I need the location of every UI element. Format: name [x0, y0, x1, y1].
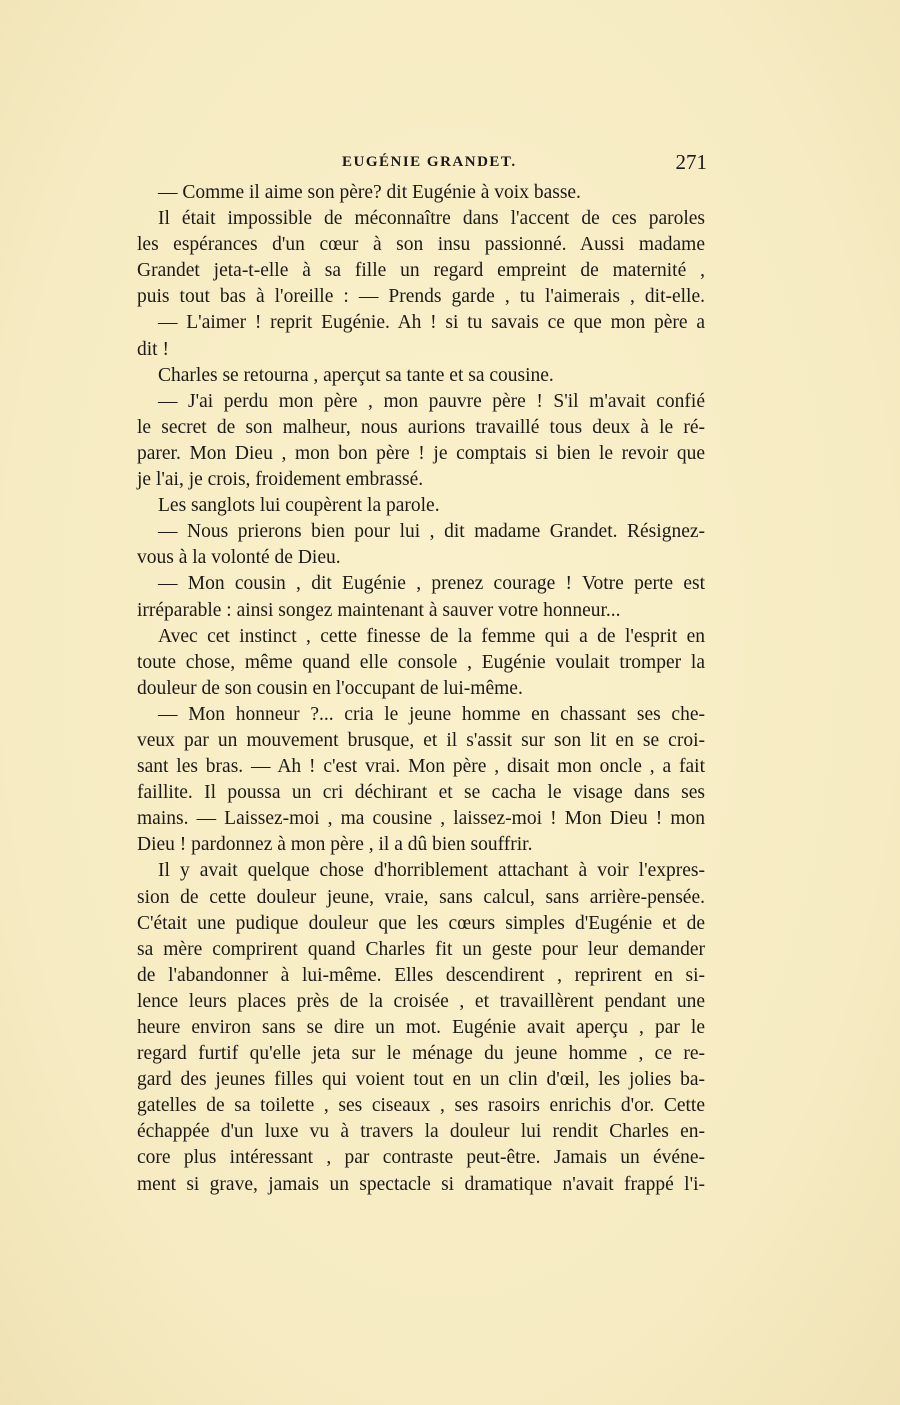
text-line [137, 571, 705, 597]
text-line [137, 858, 705, 884]
text-line [137, 1145, 705, 1171]
text-line [137, 963, 705, 989]
text-line [137, 885, 705, 911]
text-line-content: — Mon cousin , dit Eugénie , prenez courage ! Votre perte est [158, 573, 705, 595]
text-line-content: de l'abandonner à lui-même. Elles descendirent , reprirent en si- [137, 964, 705, 986]
text-line-content: sion de cette douleur jeune, vraie, sans calcul, sans arrière-pensée. [137, 886, 705, 908]
text-line [137, 650, 705, 676]
body-text [137, 180, 705, 1198]
text-line-content: Dieu ! pardonnez à mon père , il a dû bien souffrir. [137, 834, 533, 856]
text-line [137, 1041, 705, 1067]
text-line-content: vous à la volonté de Dieu. [137, 547, 341, 569]
text-line [137, 232, 705, 258]
text-line-content: — J'ai perdu mon père , mon pauvre père ! S'il m'avait confié [158, 390, 705, 412]
text-line-content: Charles se retourna , aperçut sa tante et sa cousine. [158, 364, 554, 386]
text-line-content: Les sanglots lui coupèrent la parole. [158, 495, 440, 517]
text-line-content: — Mon honneur ?... cria le jeune homme en chassant ses che- [158, 703, 705, 725]
text-line [137, 1119, 705, 1145]
text-line [137, 180, 705, 206]
text-line [137, 624, 705, 650]
text-line [137, 519, 705, 545]
text-line-content: — Comme il aime son père? dit Eugénie à voix basse. [158, 182, 581, 203]
text-line-content: toute chose, même quand elle console , Eugénie voulait tromper la [137, 651, 705, 673]
text-line [137, 310, 705, 336]
text-line-content: — L'aimer ! reprit Eugénie. Ah ! si tu savais ce que mon père a [158, 312, 705, 334]
page-header [137, 150, 707, 176]
text-line [137, 728, 705, 754]
text-line [137, 937, 705, 963]
text-line [137, 363, 705, 389]
text-line-content: Avec cet instinct , cette finesse de la femme qui a de l'esprit en [158, 625, 705, 647]
text-line [137, 206, 705, 232]
text-line-content: le secret de son malheur, nous aurions travaillé tous deux à le ré- [137, 416, 705, 438]
text-line [137, 1172, 705, 1198]
text-line-content: core plus intéressant , par contraste peut-être. Jamais un événe- [137, 1147, 705, 1169]
page-number: 271 [675, 150, 707, 174]
text-line [137, 702, 705, 728]
text-line-content: heure environ sans se dire un mot. Eugénie avait aperçu , par le [137, 1017, 705, 1038]
text-line-content: douleur de son cousin en l'occupant de lui-même. [137, 677, 523, 699]
text-line [137, 337, 705, 363]
text-line [137, 441, 705, 467]
text-line [137, 754, 705, 780]
text-line-content: Grandet jeta-t-elle à sa fille un regard empreint de maternité , [137, 260, 705, 282]
text-line [137, 493, 705, 519]
text-line [137, 258, 705, 284]
text-line [137, 389, 705, 415]
text-line-content: Il était impossible de méconnaître dans l'accent de ces paroles [158, 208, 705, 230]
text-line [137, 284, 705, 310]
text-line [137, 1067, 705, 1093]
text-line [137, 832, 705, 858]
running-title: EUGÉNIE GRANDET. [342, 154, 517, 170]
text-line-content: sa mère comprirent quand Charles fit un geste pour leur demander [137, 938, 705, 960]
text-line-content: les espérances d'un cœur à son insu passionné. Aussi madame [137, 234, 705, 256]
text-line [137, 467, 705, 493]
text-line-content: — Nous prierons bien pour lui , dit madame Grandet. Résignez- [158, 521, 705, 543]
text-line-content: échappée d'un luxe vu à travers la douleur lui rendit Charles en- [137, 1121, 705, 1143]
text-line [137, 1015, 705, 1041]
text-line [137, 806, 705, 832]
text-line [137, 911, 705, 937]
text-line [137, 415, 705, 441]
text-line [137, 598, 705, 624]
text-line-content: faillite. Il poussa un cri déchirant et se cacha le visage dans ses [137, 782, 705, 804]
text-line-content: parer. Mon Dieu , mon bon père ! je comptais si bien le revoir que [137, 442, 705, 464]
text-line-content: sant les bras. — Ah ! c'est vrai. Mon père , disait mon oncle , a fait [137, 756, 705, 778]
text-line [137, 545, 705, 571]
text-line-content: veux par un mouvement brusque, et il s'assit sur son lit en se croi- [137, 729, 705, 751]
text-line-content: mains. — Laissez-moi , ma cousine , laissez-moi ! Mon Dieu ! mon [137, 808, 705, 830]
text-line-content: je l'ai, je crois, froidement embrassé. [137, 469, 424, 491]
text-line [137, 1093, 705, 1119]
text-line [137, 989, 705, 1015]
text-line-content: gard des jeunes filles qui voient tout en un clin d'œil, les jolies ba- [137, 1069, 705, 1091]
text-line-content: ment si grave, jamais un spectacle si dramatique n'avait frappé l'i- [137, 1173, 705, 1195]
text-line-content: irréparable : ainsi songez maintenant à sauver votre honneur... [137, 599, 621, 621]
text-line-content: puis tout bas à l'oreille : — Prends garde , tu l'aimerais , dit-elle. [137, 286, 705, 308]
text-line-content: regard furtif qu'elle jeta sur le ménage du jeune homme , ce re- [137, 1043, 705, 1065]
text-line-content: gatelles de sa toilette , ses ciseaux , ses rasoirs enrichis d'or. Cette [137, 1095, 705, 1117]
text-line-content: dit ! [137, 338, 169, 360]
text-line [137, 676, 705, 702]
text-line-content: lence leurs places près de la croisée , et travaillèrent pendant une [137, 990, 705, 1012]
text-line-content: C'était une pudique douleur que les cœurs simples d'Eugénie et de [137, 912, 705, 934]
text-line-content: Il y avait quelque chose d'horriblement attachant à voir l'expres- [158, 860, 705, 882]
text-line [137, 780, 705, 806]
